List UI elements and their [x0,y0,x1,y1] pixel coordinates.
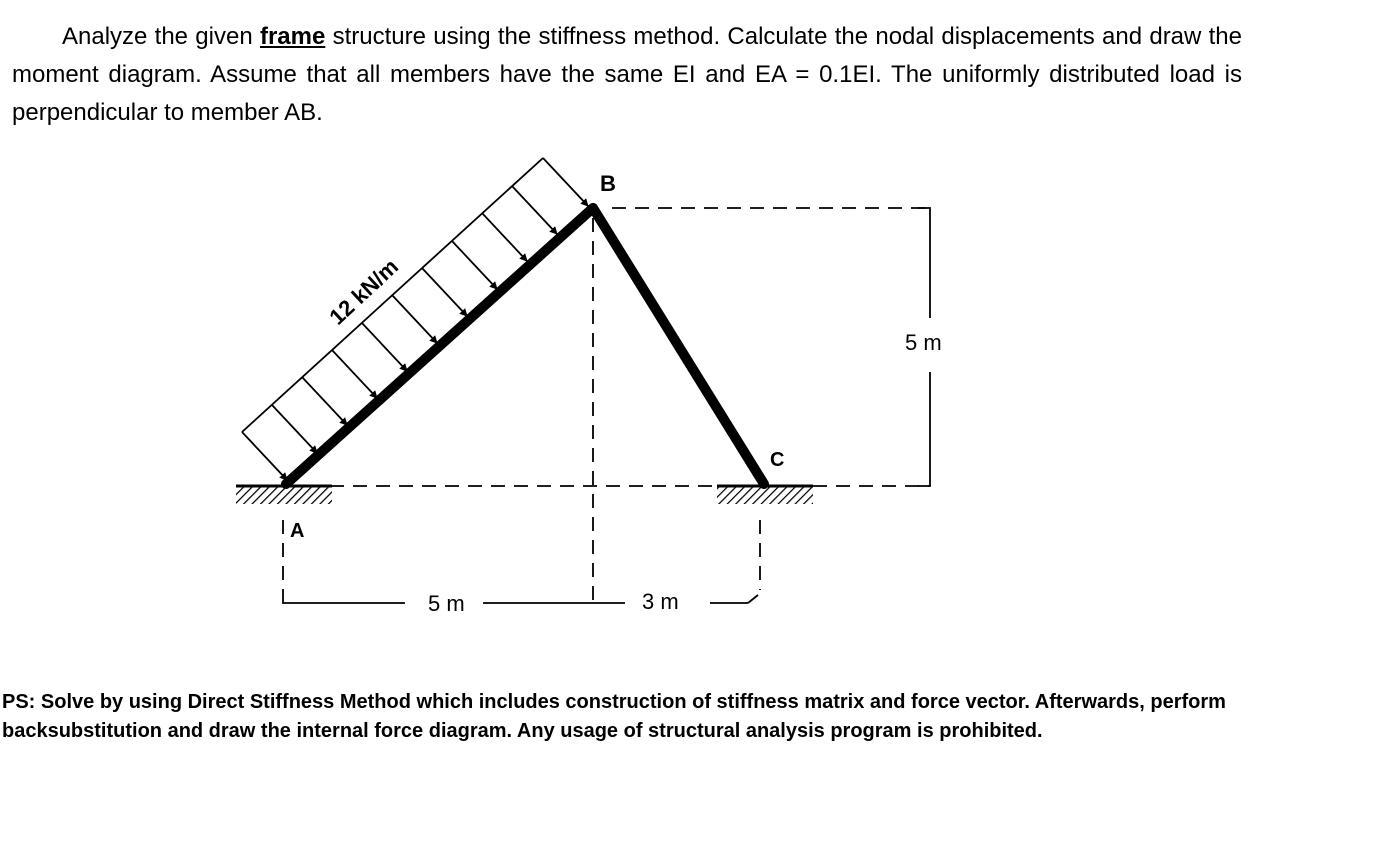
load-arrow [362,323,407,371]
problem-text-part2: structure using the stiffness method. Calculate the nodal displacements and draw the moment diagram. Assume that all members have the same EI and EA = 0.1EI. The uniformly distributed load is perpendicular to member AB. [12,23,1243,126]
instructions-note: PS: Solve by using Direct Stiffness Method which includes construction of stiffness matrix and force vector. Afterwards, perform backsubstitution and draw the internal force diagram. Any usage of structural analysis program is prohibited. [2,691,1226,742]
dimension-line-vertical-bottom [918,372,930,486]
member-ab [286,208,593,484]
node-label-c: C [770,449,785,471]
load-arrow [302,377,347,425]
load-arrow [272,405,317,453]
load-arrow [543,158,588,206]
load-arrow [332,350,377,398]
load-label: 12 kN/m [324,253,404,330]
node-label-b: B [600,171,616,196]
load-arrow [392,295,437,343]
frame-members [286,208,764,484]
distributed-load [242,158,588,480]
load-arrow [242,432,287,480]
load-arrow [452,241,497,289]
dimension-label-5m: 5 m [428,591,465,616]
load-arrow [422,268,467,316]
load-arrow [512,186,557,234]
dimension-line-5m-left [283,590,405,603]
dimension-label-3m: 3 m [642,589,679,614]
dimension-line-vertical-top [918,208,930,318]
problem-text-part1: Analyze the given [62,23,260,50]
node-label-a: A [290,520,305,542]
problem-keyword-frame: frame [259,23,326,50]
dimension-label-vertical-5m: 5 m [905,330,942,355]
dimension-line-3m-end [748,595,758,603]
load-arrow [482,213,527,261]
member-bc [593,208,764,484]
fixed-support-a [236,486,332,504]
